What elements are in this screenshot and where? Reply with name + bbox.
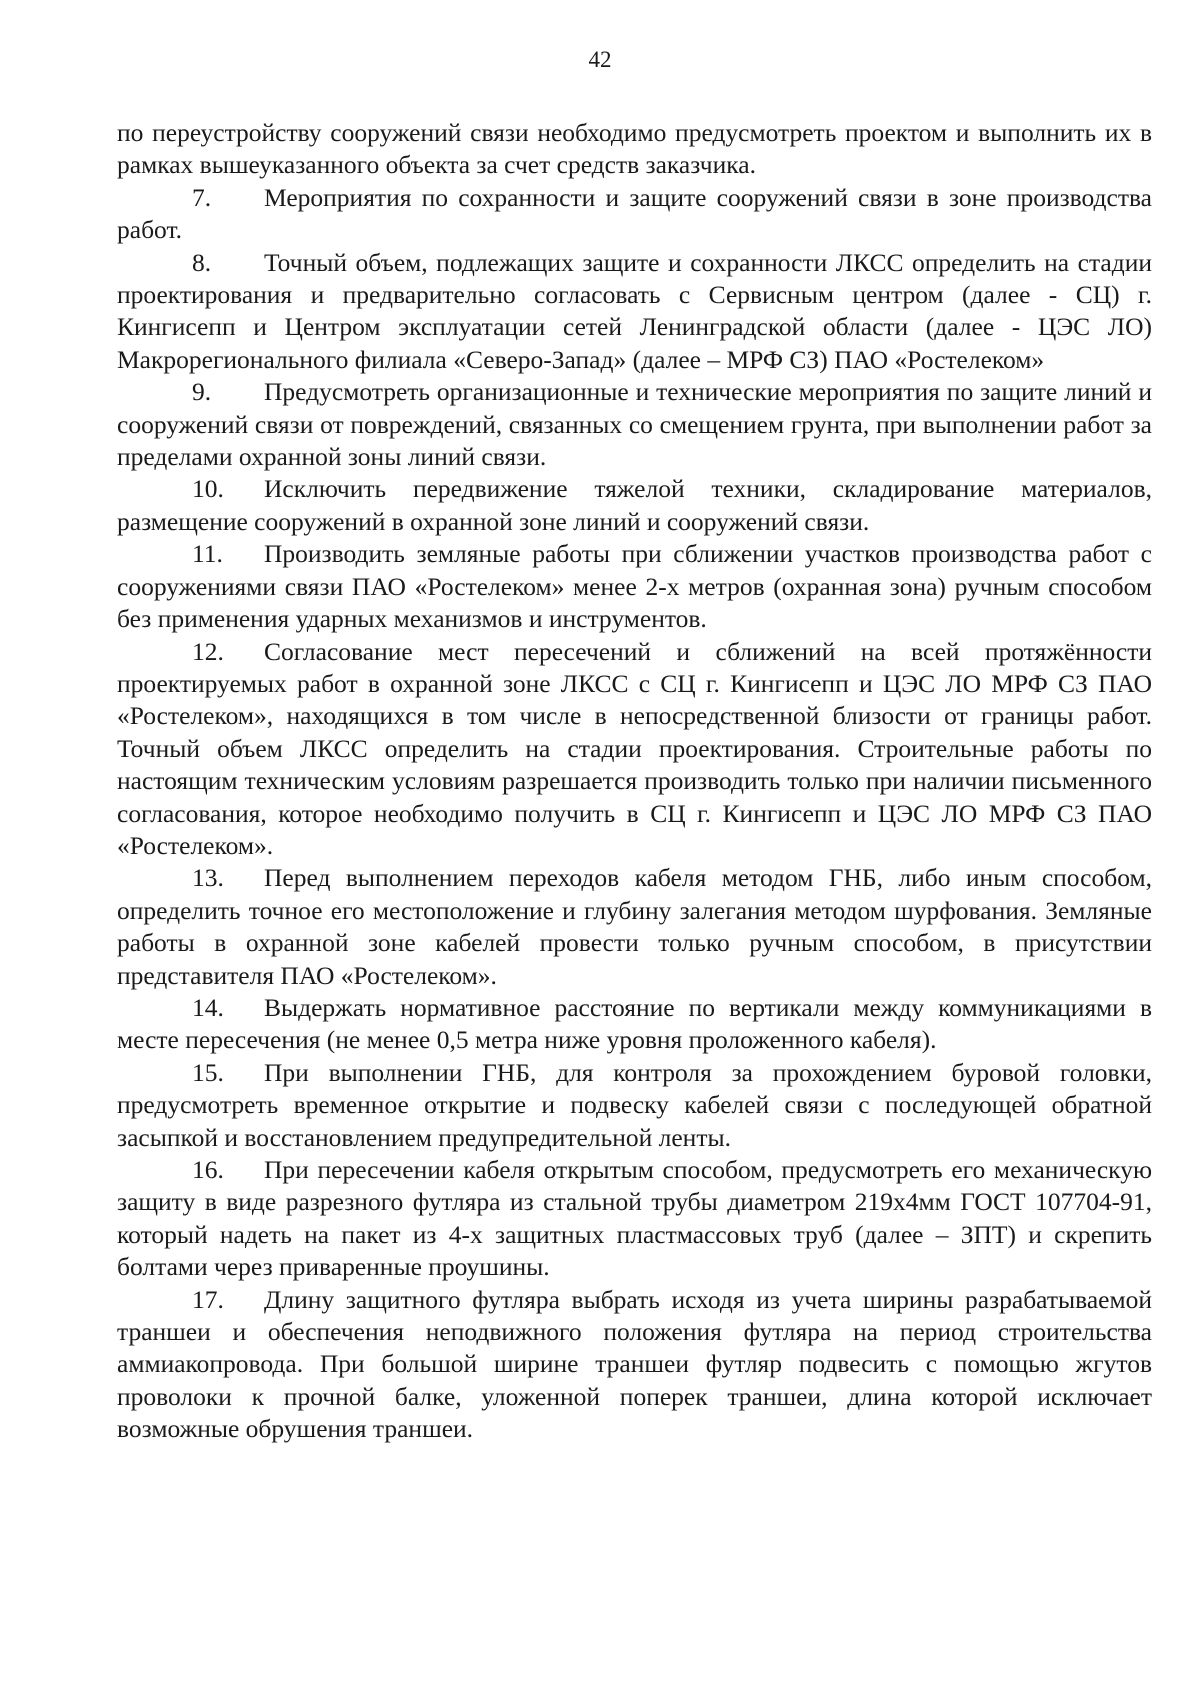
paragraph-item-17	[117, 1284, 1152, 1446]
item-number: 9.	[192, 377, 212, 407]
item-number: 7.	[192, 182, 212, 212]
item-number: 13.	[192, 863, 224, 893]
item-number: 16.	[192, 1155, 224, 1184]
paragraph-item-15	[117, 1057, 1152, 1154]
page-number: 42	[588, 47, 612, 72]
paragraph-continuation	[117, 117, 1152, 182]
paragraph-text: Точный объем, подлежащих защите и сохранности ЛКСС определить на стадии проектирования и предварительно согласовать с Сервисным центром (далее - СЦ) г. Кингисепп и Центром эксплуатации сетей Ленинградской области (далее - ЦЭС ЛО) Макрорегионального филиала «Северо-Запад» (далее – МРФ СЗ) ПАО «Ростелеком»	[117, 247, 1152, 374]
paragraph-item-11	[117, 538, 1152, 635]
item-number: 12.	[192, 636, 224, 666]
paragraph-text: При пересечении кабеля открытым способом, предусмотреть его механическую защиту в виде разрезного футляра из стальной трубы диаметром 219х4мм ГОСТ 107704-91, который надеть на пакет из 4-х защитных пластмассовых труб (далее – ЗПТ) и скрепить болтами через приваренные проушины.	[117, 1155, 1152, 1282]
paragraph-text: При выполнении ГНБ, для контроля за прохождением буровой головки, предусмотреть временное открытие и подвеску кабелей связи с последующей обратной засыпкой и восстановлением предупредительной ленты.	[117, 1057, 1152, 1152]
paragraph-item-14	[117, 992, 1152, 1057]
paragraph-item-10	[117, 473, 1152, 538]
document-body	[117, 117, 1152, 1446]
paragraph-item-7	[117, 182, 1152, 247]
paragraph-text: Перед выполнением переходов кабеля методом ГНБ, либо иным способом, определить точное его местоположение и глубину залегания методом шурфования. Земляные работы в охранной зоне кабелей провести только ручным способом, в присутствии представителя ПАО «Ростелеком».	[117, 863, 1152, 990]
paragraph-text: Исключить передвижение тяжелой техники, складирование материалов, размещение сооружений в охранной зоне линий и сооружений связи.	[117, 474, 1152, 536]
paragraph-text: по переустройству сооружений связи необходимо предусмотреть проектом и выполнить их в рамках вышеуказанного объекта за счет средств заказчика.	[117, 118, 1152, 180]
paragraph-text: Предусмотреть организационные и технические мероприятия по защите линий и сооружений связи от повреждений, связанных со смещением грунта, при выполнении работ за пределами охранной зоны линий связи.	[117, 377, 1152, 472]
paragraph-item-9	[117, 376, 1152, 473]
item-number: 14.	[192, 992, 224, 1022]
item-number: 17.	[192, 1284, 224, 1314]
paragraph-text: Производить земляные работы при сближении участков производства работ с сооружениями связи ПАО «Ростелеком» менее 2-х метров (охранная зона) ручным способом без применения ударных механизмов и инструментов.	[117, 539, 1152, 634]
paragraph-item-12	[117, 636, 1152, 863]
item-number: 11.	[192, 539, 223, 569]
paragraph-text: Длину защитного футляра выбрать исходя из учета ширины разрабатываемой траншеи и обеспечения неподвижного положения футляра на период строительства аммиакопровода. При большой ширине траншеи футляр подвесить с помощью жгутов проволоки к прочной балке, уложенной поперек траншеи, длина которой исключает возможные обрушения траншеи.	[117, 1284, 1152, 1444]
paragraph-text: Согласование мест пересечений и сближений на всей протяжённости проектируемых работ в охранной зоне ЛКСС с СЦ г. Кингисепп и ЦЭС ЛО МРФ СЗ ПАО «Ростелеком», находящихся в том числе в непосредственной близости от границы работ. Точный объем ЛКСС определить на стадии проектирования. Строительные работы по настоящим техническим условиям разрешается производить только при наличии письменного согласования, которое необходимо получить в СЦ г. Кингисепп и ЦЭС ЛО МРФ СЗ ПАО «Ростелеком».	[117, 636, 1152, 860]
item-number: 8.	[192, 247, 212, 277]
paragraph-item-16	[117, 1154, 1152, 1284]
paragraph-item-8	[117, 247, 1152, 377]
paragraph-item-13	[117, 862, 1152, 992]
paragraph-text: Мероприятия по сохранности и защите сооружений связи в зоне производства работ.	[117, 182, 1152, 245]
paragraph-text: Выдержать нормативное расстояние по вертикали между коммуникациями в месте пересечения (не менее 0,5 метра ниже уровня проложенного кабеля).	[117, 992, 1152, 1055]
item-number: 15.	[192, 1057, 224, 1087]
item-number: 10.	[192, 474, 224, 504]
